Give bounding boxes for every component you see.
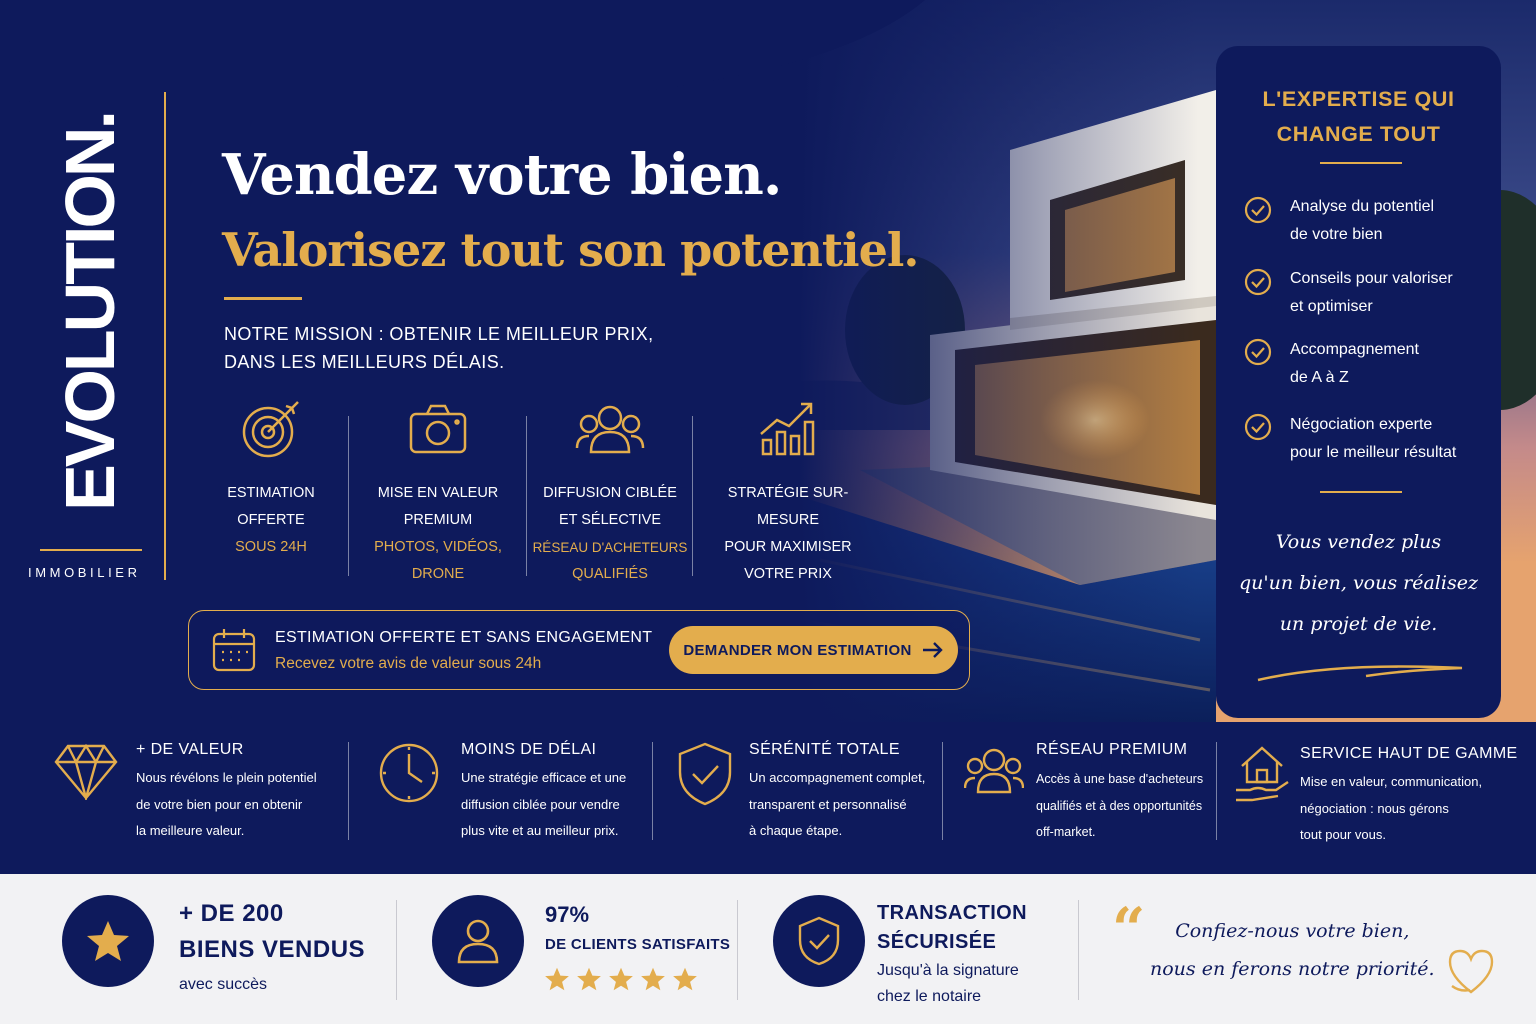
benefit-title: MOINS DE DÉLAI <box>461 741 597 758</box>
users-icon <box>575 398 645 460</box>
benefit-divider <box>1216 742 1217 840</box>
quote-mark: “ <box>1112 895 1146 963</box>
feature-line: VOTRE PRIX <box>744 566 832 582</box>
expertise-quote <box>1216 522 1501 645</box>
expertise-title <box>1216 82 1501 152</box>
camera-icon <box>407 398 469 460</box>
calendar-icon <box>211 627 257 673</box>
feature-line: OFFERTE <box>237 512 305 528</box>
feature-highlight: PHOTOS, VIDÉOS, <box>374 539 502 555</box>
closing-message <box>1150 912 1435 988</box>
expertise-item <box>1290 265 1453 321</box>
mission-line-2: DANS LES MEILLEURS DÉLAIS. <box>224 352 505 372</box>
quote-line: Vous vendez plus <box>1275 531 1442 553</box>
network-icon <box>964 746 1024 796</box>
check-circle-icon <box>1244 268 1272 296</box>
feature-diffusion <box>530 398 690 588</box>
benefits-strip <box>0 722 1536 874</box>
rating-star-icon <box>544 966 570 992</box>
stat-divider <box>737 900 738 1000</box>
benefit-line: plus vite et au meilleur prix. <box>461 823 619 838</box>
quote-line: un projet de vie. <box>1279 613 1438 635</box>
rating-star-icon <box>640 966 666 992</box>
growth-chart-icon <box>757 398 819 460</box>
clock-icon <box>378 742 440 804</box>
feature-line: MISE EN VALEUR <box>377 485 499 501</box>
title-underline <box>224 297 302 300</box>
feature-line: ET SÉLECTIVE <box>558 512 662 528</box>
benefit-line: de votre bien pour en obtenir <box>136 796 303 812</box>
benefit-line: tout pour vous. <box>1300 827 1386 842</box>
brand-underline <box>40 549 142 551</box>
benefit-title: SERVICE HAUT DE GAMME <box>1300 745 1518 762</box>
diamond-icon <box>54 744 118 800</box>
expertise-item-line: et optimiser <box>1290 298 1373 315</box>
hero-title: Vendez votre bien. <box>222 142 782 208</box>
benefit-line: à chaque étape. <box>749 823 843 838</box>
expertise-item-line: pour le meilleur résultat <box>1290 444 1457 461</box>
benefit-line: Une stratégie efficace et une <box>461 770 627 785</box>
benefit-line: diffusion ciblée pour vendre <box>461 796 620 812</box>
stat-label: BIENS VENDUS <box>179 936 366 963</box>
expertise-item-line: Conseils pour valoriser <box>1290 270 1453 287</box>
check-circle-icon <box>1244 196 1272 224</box>
stat-caption: avec succès <box>179 976 268 993</box>
hero-subtitle: Valorisez tout son potentiel. <box>222 223 919 277</box>
closing-line: Confiez-nous votre bien, <box>1175 920 1410 942</box>
feature-line: POUR MAXIMISER <box>724 539 852 555</box>
benefit-description <box>461 765 626 845</box>
shield-check-icon <box>678 742 732 806</box>
benefit-line: Nous révélons le plein potentiel <box>136 770 317 785</box>
feature-estimation <box>200 398 342 561</box>
stat-label: SÉCURISÉE <box>877 931 997 953</box>
arrow-right-icon <box>922 642 944 658</box>
feature-line: PREMIUM <box>403 512 473 528</box>
benefit-divider <box>652 742 653 840</box>
benefit-line: la meilleure valeur. <box>136 823 245 838</box>
cta-box <box>188 610 970 690</box>
expertise-rule <box>1320 491 1402 493</box>
star-rating <box>544 966 698 992</box>
feature-highlight: QUALIFIÉS <box>572 566 648 582</box>
expertise-item <box>1290 336 1419 392</box>
feature-divider <box>692 416 693 576</box>
stat-divider <box>396 900 397 1000</box>
stat-badge <box>62 895 154 987</box>
stat-value: + DE 200 <box>179 900 284 927</box>
person-icon <box>456 918 500 964</box>
feature-divider <box>526 416 527 576</box>
benefit-line: off-market. <box>1036 825 1096 839</box>
benefit-line: négociation : nous gérons <box>1300 800 1449 816</box>
star-icon <box>85 918 131 964</box>
request-estimate-button[interactable] <box>669 626 958 674</box>
expertise-item-line: Analyse du potentiel <box>1290 198 1435 215</box>
cta-subtitle: Recevez votre avis de valeur sous 24h <box>275 655 542 672</box>
feature-line: ESTIMATION <box>227 485 315 501</box>
feature-highlight: RÉSEAU D'ACHETEURS <box>532 540 688 555</box>
benefit-title: RÉSEAU PREMIUM <box>1036 741 1188 758</box>
rating-star-icon <box>672 966 698 992</box>
benefit-divider <box>348 742 349 840</box>
stat-caption: Jusqu'à la signature <box>877 962 1019 979</box>
benefit-description <box>1036 766 1203 846</box>
brand-tagline: IMMOBILIER <box>28 565 141 580</box>
mission-statement <box>224 320 653 376</box>
stat-label: DE CLIENTS SATISFAITS <box>545 936 731 953</box>
expertise-rule <box>1320 162 1402 164</box>
expertise-item <box>1290 411 1456 467</box>
check-circle-icon <box>1244 413 1272 441</box>
feature-divider <box>348 416 349 576</box>
shield-icon <box>798 916 840 966</box>
benefit-line: qualifiés et à des opportunités <box>1036 798 1203 813</box>
benefit-title: + DE VALEUR <box>136 741 244 758</box>
request-estimate-label: DEMANDER MON ESTIMATION <box>683 641 912 659</box>
expertise-item-line: Accompagnement <box>1290 341 1419 358</box>
brand-logo <box>51 92 129 532</box>
check-circle-icon <box>1244 338 1272 366</box>
cta-title: ESTIMATION OFFERTE ET SANS ENGAGEMENT <box>275 629 653 646</box>
expertise-item-line: de votre bien <box>1290 226 1383 243</box>
benefit-title: SÉRÉNITÉ TOTALE <box>749 741 900 758</box>
benefit-line: Un accompagnement complet, <box>749 770 926 785</box>
house-hand-icon <box>1234 744 1290 804</box>
stat-caption: chez le notaire <box>877 988 982 1005</box>
expertise-title-line-2: CHANGE TOUT <box>1276 122 1441 146</box>
rating-star-icon <box>608 966 634 992</box>
expertise-item-line: Négociation experte <box>1290 416 1433 433</box>
benefit-divider <box>942 742 943 840</box>
feature-highlight: SOUS 24H <box>235 539 307 555</box>
quote-line: qu'un bien, vous réalisez <box>1239 572 1478 594</box>
expertise-title-line-1: L'EXPERTISE QUI <box>1262 87 1455 111</box>
rating-star-icon <box>576 966 602 992</box>
feature-strategie <box>700 398 876 588</box>
target-icon <box>240 398 302 460</box>
feature-valorisation <box>358 398 518 588</box>
benefit-description <box>136 765 317 845</box>
stat-badge <box>432 895 524 987</box>
expertise-panel <box>1216 46 1501 718</box>
stat-badge <box>773 895 865 987</box>
benefit-line: Mise en valeur, communication, <box>1300 774 1483 789</box>
stat-value: 97% <box>545 902 590 927</box>
brand-name: EVOLUTION. <box>51 113 129 511</box>
signature-flourish <box>1256 656 1468 686</box>
benefit-description <box>749 765 925 845</box>
feature-line: STRATÉGIE SUR-MESURE <box>727 485 849 528</box>
closing-line: nous en ferons notre priorité. <box>1150 958 1435 980</box>
stat-divider <box>1078 900 1079 1000</box>
feature-line: DIFFUSION CIBLÉE <box>543 485 677 501</box>
brand-divider <box>164 92 166 580</box>
expertise-item <box>1290 193 1434 249</box>
stat-value: TRANSACTION <box>877 902 1027 924</box>
expertise-item-line: de A à Z <box>1290 369 1349 386</box>
mission-line-1: NOTRE MISSION : OBTENIR LE MEILLEUR PRIX, <box>224 324 654 344</box>
benefit-line: transparent et personnalisé <box>749 796 907 812</box>
benefit-line: Accès à une base d'acheteurs <box>1036 772 1204 786</box>
stats-bar <box>0 874 1536 1024</box>
heart-icon <box>1446 946 1496 996</box>
benefit-description <box>1300 769 1482 849</box>
feature-highlight: DRONE <box>411 566 465 582</box>
